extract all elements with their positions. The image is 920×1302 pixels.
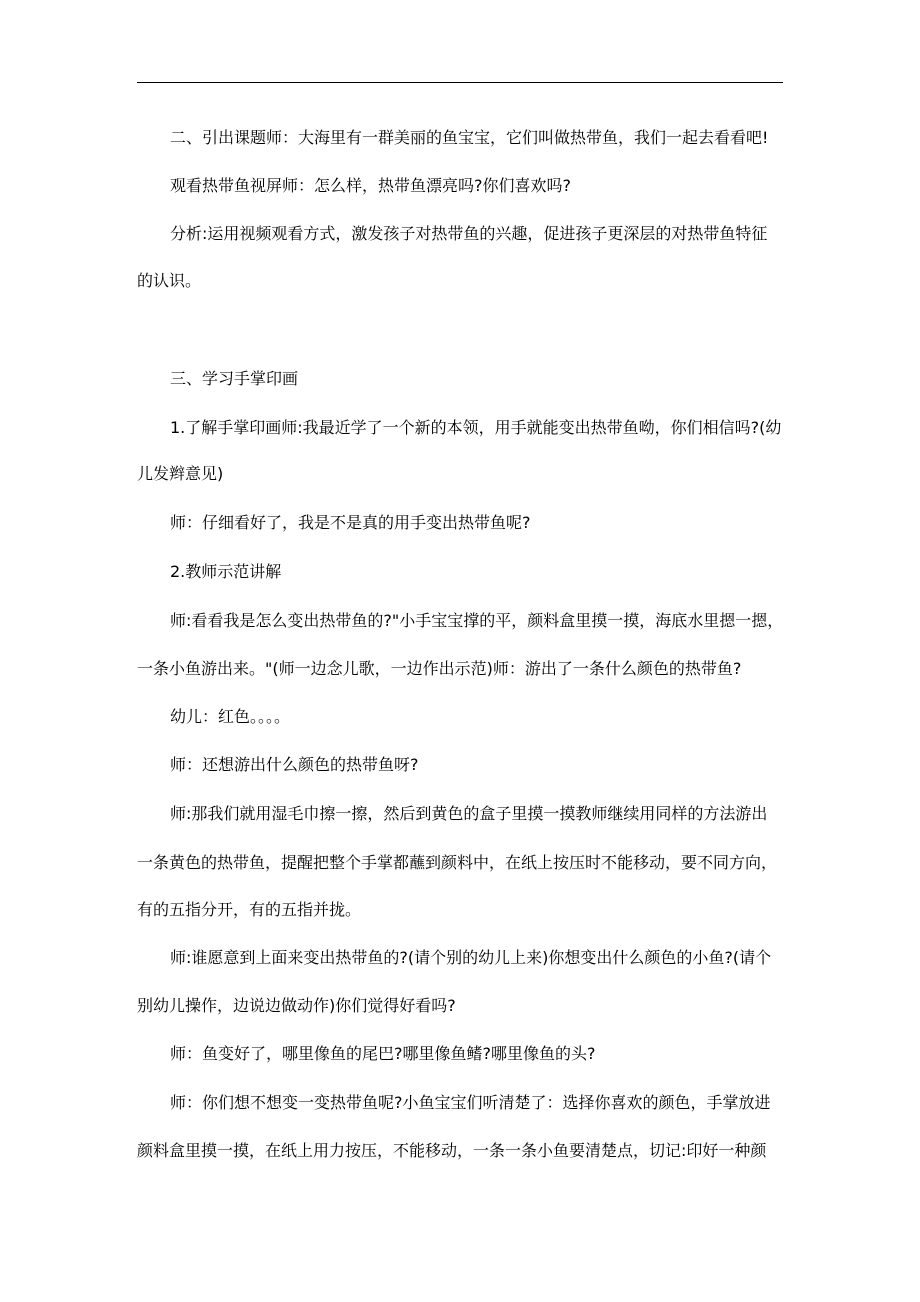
text-line: 观看热带鱼视屏师：怎么样，热带鱼漂亮吗?你们喜欢吗? — [170, 176, 571, 195]
text-line: 分析:运用视频观看方式，激发孩子对热带鱼的兴趣，促进孩子更深层的对热带鱼特征 — [170, 224, 768, 243]
text-line: 师:那我们就用湿毛巾擦一擦，然后到黄色的盒子里摸一摸教师继续用同样的方法游出 — [170, 804, 768, 823]
text-line: 师：仔细看好了，我是不是真的用手变出热带鱼呢? — [170, 513, 531, 532]
text-line: 颜料盒里摸一摸，在纸上用力按压，不能移动，一条一条小鱼要清楚点，切记:印好一种颜 — [137, 1141, 767, 1160]
text-line: 一条小鱼游出来。"(师一边念儿歌，一边作出示范)师：游出了一条什么颜色的热带鱼? — [137, 659, 742, 678]
text-line: 师:看看我是怎么变出热带鱼的?"小手宝宝撑的平，颜料盒里摸一摸，海底水里摁一摁， — [170, 611, 784, 630]
text-line: 1.了解手掌印画师:我最近学了一个新的本领，用手就能变出热带鱼呦，你们相信吗?(幼 — [170, 418, 782, 437]
text-line: 有的五指分开，有的五指并拢。 — [137, 900, 362, 919]
text-line: 师：还想游出什么颜色的热带鱼呀? — [170, 755, 419, 774]
text-line: 儿发辫意见) — [137, 464, 224, 483]
text-line: 二、引出课题师：大海里有一群美丽的鱼宝宝，它们叫做热带鱼，我们一起去看看吧! — [170, 128, 769, 147]
text-line: 2.教师示范讲解 — [170, 562, 282, 581]
text-line: 一条黄色的热带鱼，提醒把整个手掌都蘸到颜料中，在纸上按压时不能移动，要不同方向， — [137, 853, 778, 872]
section-heading: 三、学习手掌印画 — [170, 369, 299, 388]
text-line: 师:谁愿意到上面来变出热带鱼的?(请个别的幼儿上来)你想变出什么颜色的小鱼?(请个 — [170, 948, 772, 967]
header-rule — [137, 82, 783, 83]
text-line: 师：鱼变好了，哪里像鱼的尾巴?哪里像鱼鳍?哪里像鱼的头? — [170, 1044, 596, 1063]
text-line: 的认识。 — [137, 271, 202, 290]
text-line: 师：你们想不想变一变热带鱼呢?小鱼宝宝们听清楚了：选择你喜欢的颜色，手掌放进 — [170, 1093, 771, 1112]
text-line: 别幼儿操作，边说边做动作)你们觉得好看吗? — [137, 996, 456, 1015]
text-line: 幼儿：红色。。。。 — [170, 707, 291, 726]
